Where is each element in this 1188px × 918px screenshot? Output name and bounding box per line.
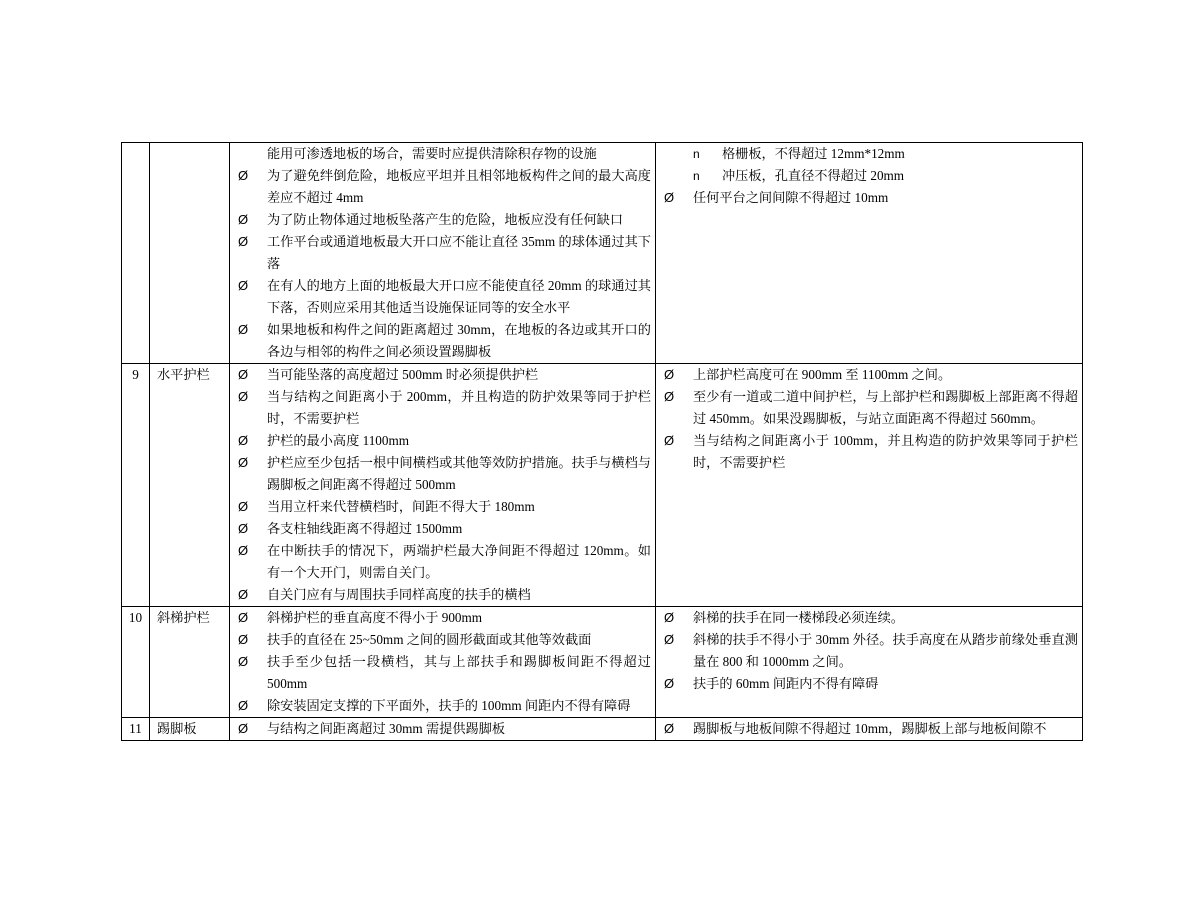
table-row xyxy=(122,607,1083,718)
list-item xyxy=(230,364,651,386)
row-number: 11 xyxy=(122,718,150,741)
list-item xyxy=(230,452,651,496)
arrow-bullet-icon: Ø xyxy=(238,698,249,713)
row-number: 9 xyxy=(122,364,150,607)
bullet-list xyxy=(230,143,655,363)
list-item xyxy=(230,540,651,584)
list-item-text: 自关门应有与周围扶手同样高度的扶手的横档 xyxy=(267,587,531,602)
requirement-cell xyxy=(230,607,656,718)
arrow-bullet-icon: Ø xyxy=(664,389,675,404)
requirement-cell xyxy=(230,718,656,741)
list-item-text: 至少有一道或二道中间护栏，与上部护栏和踢脚板上部距离不得超过 450mm。如果没踢脚板，与站立面距离不得超过 560mm。 xyxy=(693,389,1078,426)
row-item-name: 斜梯护栏 xyxy=(150,607,230,718)
list-item-text: 在中断扶手的情况下，两端护栏最大净间距不得超过 120mm。如有一个大开门，则需自关门。 xyxy=(267,543,651,580)
list-item-text: 上部护栏高度可在 900mm 至 1100mm 之间。 xyxy=(693,367,952,382)
bullet-list xyxy=(230,607,655,717)
list-item xyxy=(230,319,651,363)
arrow-bullet-icon: Ø xyxy=(238,499,249,514)
row-number: 10 xyxy=(122,607,150,718)
bullet-list xyxy=(656,607,1082,695)
list-item xyxy=(230,209,651,231)
bullet-list xyxy=(656,718,1082,740)
list-item xyxy=(230,231,651,275)
list-item xyxy=(230,165,651,209)
list-item xyxy=(230,651,651,695)
list-item-text: 斜梯的扶手不得小于 30mm 外径。扶手高度在从踏步前缘处垂直测量在 800 和 1000mm 之间。 xyxy=(693,632,1078,669)
list-item-text: 格栅板，不得超过 12mm*12mm xyxy=(722,146,905,161)
arrow-bullet-icon: Ø xyxy=(664,367,675,382)
arrow-bullet-icon: Ø xyxy=(238,632,249,647)
list-item xyxy=(656,386,1078,430)
row-number xyxy=(122,143,150,364)
arrow-bullet-icon: Ø xyxy=(238,389,249,404)
requirement-cell xyxy=(230,143,656,364)
list-item-text: 各支柱轴线距离不得超过 1500mm xyxy=(267,521,463,536)
list-item xyxy=(230,275,651,319)
list-item-text: 如果地板和构件之间的距离超过 30mm，在地板的各边或其开口的各边与相邻的构件之间必须设置踢脚板 xyxy=(267,322,651,359)
arrow-bullet-icon: Ø xyxy=(664,190,675,205)
arrow-bullet-icon xyxy=(230,143,267,165)
arrow-bullet-icon: Ø xyxy=(664,632,675,647)
sub-list-item xyxy=(656,165,1078,187)
list-item xyxy=(656,607,1078,629)
list-item-text: 护栏应至少包括一根中间横档或其他等效防护措施。扶手与横档与踢脚板之间距离不得超过 500mm xyxy=(267,455,651,492)
list-item-text: 扶手的 60mm 间距内不得有障碍 xyxy=(693,676,879,691)
row-item-name: 水平护栏 xyxy=(150,364,230,607)
list-item xyxy=(230,386,651,430)
arrow-bullet-icon: Ø xyxy=(238,654,249,669)
arrow-bullet-icon: Ø xyxy=(238,543,249,558)
list-item xyxy=(230,695,651,717)
list-item-text: 斜梯的扶手在同一楼梯段必须连续。 xyxy=(693,610,904,625)
list-item xyxy=(656,718,1078,740)
list-item xyxy=(230,629,651,651)
bullet-list xyxy=(230,718,655,740)
arrow-bullet-icon: Ø xyxy=(238,168,249,183)
list-item xyxy=(656,364,1078,386)
arrow-bullet-icon: Ø xyxy=(664,610,675,625)
list-item-text: 当与结构之间距离小于 100mm，并且构造的防护效果等同于护栏时，不需要护栏 xyxy=(693,433,1078,470)
list-item xyxy=(230,584,651,606)
table-row xyxy=(122,718,1083,741)
list-item xyxy=(230,143,651,165)
list-item-text: 当用立杆来代替横档时，间距不得大于 180mm xyxy=(267,499,535,514)
bullet-list xyxy=(656,143,1082,209)
arrow-bullet-icon: Ø xyxy=(238,455,249,470)
square-bullet-icon: n xyxy=(693,147,700,161)
arrow-bullet-icon: Ø xyxy=(238,587,249,602)
arrow-bullet-icon: Ø xyxy=(238,212,249,227)
sub-list-item xyxy=(656,143,1078,165)
list-item-text: 踢脚板与地板间隙不得超过 10mm，踢脚板上部与地板间隙不 xyxy=(693,721,1047,736)
arrow-bullet-icon: Ø xyxy=(238,278,249,293)
list-item xyxy=(656,430,1078,474)
standard-cell xyxy=(656,607,1083,718)
list-item-text: 扶手的直径在 25~50mm 之间的圆形截面或其他等效截面 xyxy=(267,632,592,647)
requirement-cell xyxy=(230,364,656,607)
list-item-text: 在有人的地方上面的地板最大开口应不能使直径 20mm 的球通过其下落，否则应采用其他适当设施保证同等的安全水平 xyxy=(267,278,651,315)
arrow-bullet-icon: Ø xyxy=(664,433,675,448)
list-item-text: 扶手至少包括一段横档，其与上部扶手和踢脚板间距不得超过 500mm xyxy=(267,654,651,691)
list-item xyxy=(230,518,651,540)
arrow-bullet-icon: Ø xyxy=(238,367,249,382)
arrow-bullet-icon: Ø xyxy=(238,322,249,337)
list-item xyxy=(656,673,1078,695)
list-item-text: 冲压板，孔直径不得超过 20mm xyxy=(722,168,905,183)
list-item-text: 工作平台或通道地板最大开口应不能让直径 35mm 的球体通过其下落 xyxy=(267,234,651,271)
arrow-bullet-icon: Ø xyxy=(238,234,249,249)
list-item xyxy=(230,607,651,629)
list-item xyxy=(230,718,651,740)
table-row xyxy=(122,143,1083,364)
list-item-text: 当与结构之间距离小于 200mm，并且构造的防护效果等同于护栏时，不需要护栏 xyxy=(267,389,651,426)
table-row xyxy=(122,364,1083,607)
list-item-text: 能用可渗透地板的场合，需要时应提供清除积存物的设施 xyxy=(267,146,597,161)
arrow-bullet-icon: Ø xyxy=(238,610,249,625)
list-item xyxy=(656,629,1078,673)
spec-table-body xyxy=(122,143,1083,741)
list-item xyxy=(230,496,651,518)
list-item-text: 为了防止物体通过地板坠落产生的危险，地板应没有任何缺口 xyxy=(267,212,624,227)
list-item-text: 任何平台之间间隙不得超过 10mm xyxy=(693,190,889,205)
arrow-bullet-icon: Ø xyxy=(238,433,249,448)
bullet-list xyxy=(656,364,1082,474)
list-item-text: 除安装固定支撑的下平面外，扶手的 100mm 间距内不得有障碍 xyxy=(267,698,631,713)
list-item xyxy=(230,430,651,452)
list-item xyxy=(656,187,1078,209)
list-item-text: 护栏的最小高度 1100mm xyxy=(267,433,410,448)
arrow-bullet-icon: Ø xyxy=(238,521,249,536)
list-item-text: 为了避免绊倒危险，地板应平坦并且相邻地板构件之间的最大高度差应不超过 4mm xyxy=(267,168,651,205)
list-item-text: 与结构之间距离超过 30mm 需提供踢脚板 xyxy=(267,721,506,736)
row-item-name xyxy=(150,143,230,364)
standard-cell xyxy=(656,718,1083,741)
spec-table xyxy=(121,142,1083,741)
list-item-text: 斜梯护栏的垂直高度不得小于 900mm xyxy=(267,610,483,625)
arrow-bullet-icon: Ø xyxy=(664,721,675,736)
row-item-name: 踢脚板 xyxy=(150,718,230,741)
arrow-bullet-icon: Ø xyxy=(238,721,249,736)
arrow-bullet-icon: Ø xyxy=(664,676,675,691)
square-bullet-icon: n xyxy=(693,169,700,183)
list-item-text: 当可能坠落的高度超过 500mm 时必须提供护栏 xyxy=(267,367,539,382)
standard-cell xyxy=(656,143,1083,364)
bullet-list xyxy=(230,364,655,606)
standard-cell xyxy=(656,364,1083,607)
